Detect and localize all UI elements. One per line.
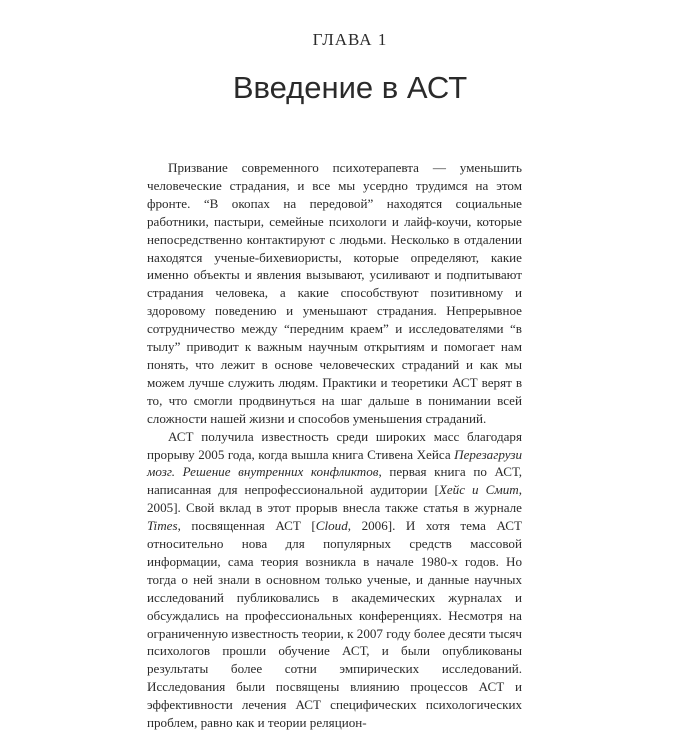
chapter-body — [147, 159, 522, 732]
text-run: , 2005]. Свой вклад в этот прорыв внесла также статья в журнале — [147, 482, 522, 516]
text-run: , первая книга по АСТ, написанная для непрофессиональной аудитории [ — [147, 464, 523, 498]
text-run: АСТ получила известность среди широких масс благодаря прорыву 2005 года, когда вышла книга Стивена Хейса — [147, 428, 522, 462]
italic-text: Cloud — [315, 518, 348, 534]
italic-text: Times — [147, 518, 178, 534]
paragraph-2 — [147, 428, 522, 732]
italic-text: Хейс и Смит — [438, 482, 519, 498]
text-run: , посвященная АСТ [ — [177, 518, 316, 534]
paragraph-1 — [147, 159, 522, 428]
text-run: Призвание современного психотерапевта — уменьшить человеческие страдания, и все мы усердно трудимся на этом фронте. “В окопах на передовой” находятся социальные работники, пастыри, семейные психологи и лайф-коучи, которые непосредственно контактируют с людьми. Несколько в отдалении находятся ученые-бихевиористы, которые определяют, какие именно объекты и явления вызывают, усиливают и подпитывают страдания человека, а какие способствуют позитивному и здоровому поведению и уменьшают страдания. Непрерывное сотрудничество между “передним краем” и исследователями “в тылу” приводит к важным научным открытиям и помогает нам понять, что лежит в основе человеческих страданий и как мы можем лучше служить людям. Практики и теоретики АСТ верят в то, что смогли продвинуться на шаг дальше в понимании всей сложности нашей жизни и способов уменьшения страданий. — [147, 160, 522, 426]
text-run: , 2006]. И хотя тема АСТ относительно нова для популярных средств массовой информации, сама теория возникла в начале 1980-х годов. Но тогда о ней знали в основном только ученые, и данные научных исследований публиковались в академических журналах и обсуждались на профессиональных конференциях. Несмотря на ограниченную известность теории, к 2007 году более десяти тысяч психологов прошли обучение АСТ, и были опубликованы результаты более сотни эмпирических исследований. Исследования были посвящены влиянию процессов АСТ и эффективности лечения АСТ специфических психологических проблем, равно как и теории реляцион- — [147, 518, 522, 731]
chapter-title: Введение в АСТ — [232, 70, 468, 105]
italic-text: Перезагрузи мозг. Решение внутренних конфликтов — [147, 446, 522, 480]
chapter-number: ГЛАВА 1 — [312, 30, 388, 49]
